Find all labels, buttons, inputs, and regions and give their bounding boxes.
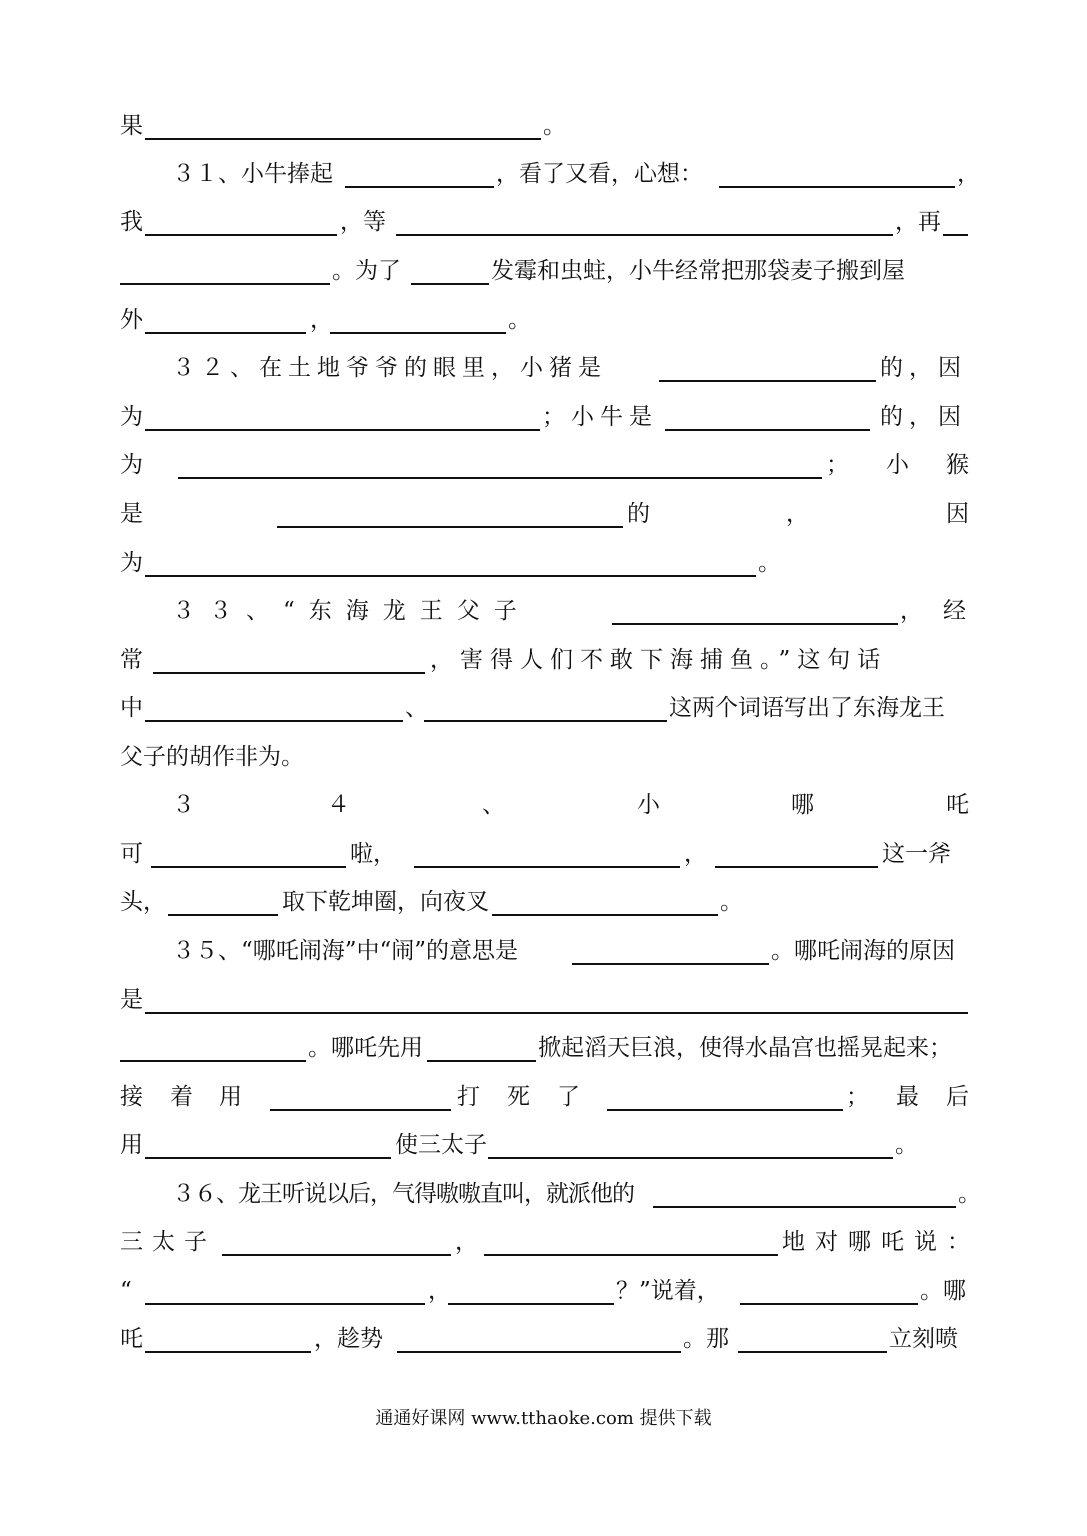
answer-blank[interactable]	[738, 1351, 887, 1353]
answer-blank[interactable]	[145, 332, 306, 334]
line-text: 掀起滔天巨浪，使得水晶宫也摇晃起来；	[538, 1035, 952, 1061]
answer-blank[interactable]	[145, 1012, 968, 1014]
text-line	[0, 834, 1087, 874]
line-text: 父子的胡作非为。	[120, 744, 304, 770]
answer-blank[interactable]	[151, 866, 346, 868]
line-text: 吒	[120, 1326, 143, 1352]
line-text: ，	[310, 307, 333, 333]
line-text: ４	[327, 792, 350, 818]
line-text: 啦，	[350, 841, 396, 867]
line-text: 哪	[791, 792, 814, 818]
line-text: 取下乾坤圈，向夜叉	[282, 889, 489, 915]
line-text: 最	[896, 1084, 919, 1110]
line-text: 小	[637, 792, 660, 818]
line-text: “	[120, 1278, 132, 1304]
answer-blank[interactable]	[572, 963, 769, 965]
line-text: ，	[428, 1278, 451, 1304]
answer-blank[interactable]	[120, 1060, 306, 1062]
text-line	[0, 591, 1087, 631]
answer-blank[interactable]	[145, 1351, 311, 1353]
line-text: 。哪	[920, 1278, 966, 1304]
line-text: 。哪吒闹海的原因	[771, 938, 955, 964]
text-line	[0, 1028, 1087, 1068]
line-text: 打	[457, 1084, 480, 1110]
text-line	[0, 1271, 1087, 1311]
answer-blank[interactable]	[492, 914, 718, 916]
line-text: ；小牛是	[542, 404, 658, 430]
line-text: 用	[219, 1084, 242, 1110]
answer-blank[interactable]	[411, 283, 489, 285]
text-line	[0, 300, 1087, 340]
line-text: ３１、小牛捧起	[172, 161, 333, 187]
line-text: ，害得人们不敢下海捕鱼。”这句话	[430, 647, 888, 673]
line-text: 为	[120, 550, 143, 576]
text-line	[0, 640, 1087, 680]
answer-blank[interactable]	[145, 1157, 391, 1159]
line-text: 着	[170, 1084, 193, 1110]
answer-blank[interactable]	[719, 186, 955, 188]
text-line	[0, 688, 1087, 728]
text-line	[0, 397, 1087, 437]
line-text: ，趁势	[314, 1326, 383, 1352]
line-text: ，	[957, 161, 980, 187]
answer-blank[interactable]	[178, 477, 822, 479]
answer-blank[interactable]	[943, 234, 968, 236]
answer-blank[interactable]	[270, 1109, 451, 1111]
line-text: 猴	[946, 452, 969, 478]
answer-blank[interactable]	[659, 380, 876, 382]
line-text: ３３、“东海龙王父子	[172, 598, 531, 624]
line-text: ３２、在土地爷爷的眼里，小猪是	[172, 355, 607, 381]
text-line	[0, 445, 1087, 485]
line-text: 为	[120, 404, 143, 430]
answer-blank[interactable]	[145, 234, 337, 236]
line-text: 三太子	[120, 1229, 216, 1255]
line-text: 我	[120, 209, 143, 235]
line-text: 、	[405, 695, 428, 721]
line-text: ，经	[900, 598, 986, 624]
page-footer: 通通好课网 www.tthaoke.com 提供下载	[375, 1408, 712, 1429]
line-text: 的	[627, 501, 650, 527]
text-line	[0, 1077, 1087, 1117]
line-text: 用	[120, 1132, 143, 1158]
answer-blank[interactable]	[488, 1157, 893, 1159]
line-text: ，再	[895, 209, 941, 235]
line-text: 。	[758, 550, 781, 576]
answer-blank[interactable]	[145, 575, 756, 577]
answer-blank[interactable]	[145, 429, 540, 431]
line-text: 。	[543, 113, 566, 139]
line-text: ？”说着，	[616, 1278, 720, 1304]
answer-blank[interactable]	[120, 283, 330, 285]
line-text: 因	[946, 501, 969, 527]
line-text: ３６、龙王听说以后，气得嗷嗷直叫，就派他的	[172, 1181, 634, 1207]
line-text: 常	[120, 647, 143, 673]
line-text: 是	[120, 501, 143, 527]
answer-blank[interactable]	[145, 1303, 425, 1305]
text-line	[0, 1222, 1087, 1262]
text-line	[0, 543, 1087, 583]
text-line	[0, 1319, 1087, 1359]
text-line	[0, 106, 1087, 146]
answer-blank[interactable]	[424, 720, 667, 722]
answer-blank[interactable]	[345, 186, 494, 188]
answer-blank[interactable]	[740, 1303, 918, 1305]
answer-blank[interactable]	[222, 1254, 451, 1256]
line-text: 。	[895, 1132, 918, 1158]
line-text: 、	[482, 792, 505, 818]
line-text: 立刻喷	[889, 1326, 958, 1352]
text-line	[0, 737, 1087, 777]
text-line	[0, 251, 1087, 291]
line-text: 发霉和虫蛀，小牛经常把那袋麦子搬到屋	[491, 258, 905, 284]
text-line	[0, 1174, 1087, 1214]
line-text: 了	[557, 1084, 580, 1110]
text-line	[0, 202, 1087, 242]
line-text: 外	[120, 307, 143, 333]
line-text: ；	[846, 1084, 869, 1110]
answer-blank[interactable]	[397, 1351, 681, 1353]
line-text: 。	[958, 1181, 981, 1207]
answer-blank[interactable]	[653, 1206, 956, 1208]
line-text: 后	[946, 1084, 969, 1110]
line-text: ３	[172, 792, 195, 818]
answer-blank[interactable]	[396, 234, 893, 236]
text-line	[0, 154, 1087, 194]
line-text: 使三太子	[395, 1132, 487, 1158]
line-text: 为	[120, 452, 143, 478]
answer-blank[interactable]	[168, 914, 278, 916]
line-text: 地对哪吒说：	[782, 1229, 980, 1255]
answer-blank[interactable]	[427, 1060, 536, 1062]
answer-blank[interactable]	[414, 866, 680, 868]
line-text: 。为了	[332, 258, 401, 284]
text-line	[0, 494, 1087, 534]
line-text: 可	[120, 841, 143, 867]
answer-blank[interactable]	[330, 332, 506, 334]
line-text: 是	[120, 987, 143, 1013]
line-text: 头，	[120, 889, 166, 915]
line-text: 吒	[946, 792, 969, 818]
text-line	[0, 1125, 1087, 1165]
line-text: ，	[786, 501, 809, 527]
line-text: ，看了又看，心想：	[496, 161, 703, 187]
answer-blank[interactable]	[484, 1254, 778, 1256]
text-line	[0, 785, 1087, 825]
line-text: 。哪吒先用	[308, 1035, 423, 1061]
answer-blank[interactable]	[607, 1109, 843, 1111]
line-text: ，	[684, 841, 707, 867]
text-line	[0, 882, 1087, 922]
line-text: 这一斧	[882, 841, 951, 867]
text-line	[0, 980, 1087, 1020]
line-text: ；	[826, 452, 849, 478]
line-text: ３５、“哪吒闹海”中“闹”的意思是	[172, 938, 519, 964]
line-text: 小	[886, 452, 909, 478]
text-line	[0, 348, 1087, 388]
line-text: ，等	[340, 209, 386, 235]
line-text: 死	[507, 1084, 530, 1110]
line-text: ，	[455, 1229, 478, 1255]
answer-blank[interactable]	[448, 1303, 614, 1305]
answer-blank[interactable]	[612, 623, 898, 625]
line-text: 接	[120, 1084, 143, 1110]
answer-blank[interactable]	[715, 866, 878, 868]
answer-blank[interactable]	[277, 526, 623, 528]
answer-blank[interactable]	[145, 720, 403, 722]
line-text: 的，因	[880, 355, 967, 381]
line-text: 。那	[683, 1326, 729, 1352]
text-line	[0, 931, 1087, 971]
answer-blank[interactable]	[665, 429, 870, 431]
answer-blank[interactable]	[145, 138, 541, 140]
line-text: 的，因	[880, 404, 967, 430]
line-text: 中	[120, 695, 143, 721]
line-text: 这两个词语写出了东海龙王	[669, 695, 945, 721]
line-text: 。	[720, 889, 743, 915]
line-text: 果	[120, 113, 143, 139]
answer-blank[interactable]	[153, 672, 425, 674]
line-text: 。	[508, 307, 531, 333]
